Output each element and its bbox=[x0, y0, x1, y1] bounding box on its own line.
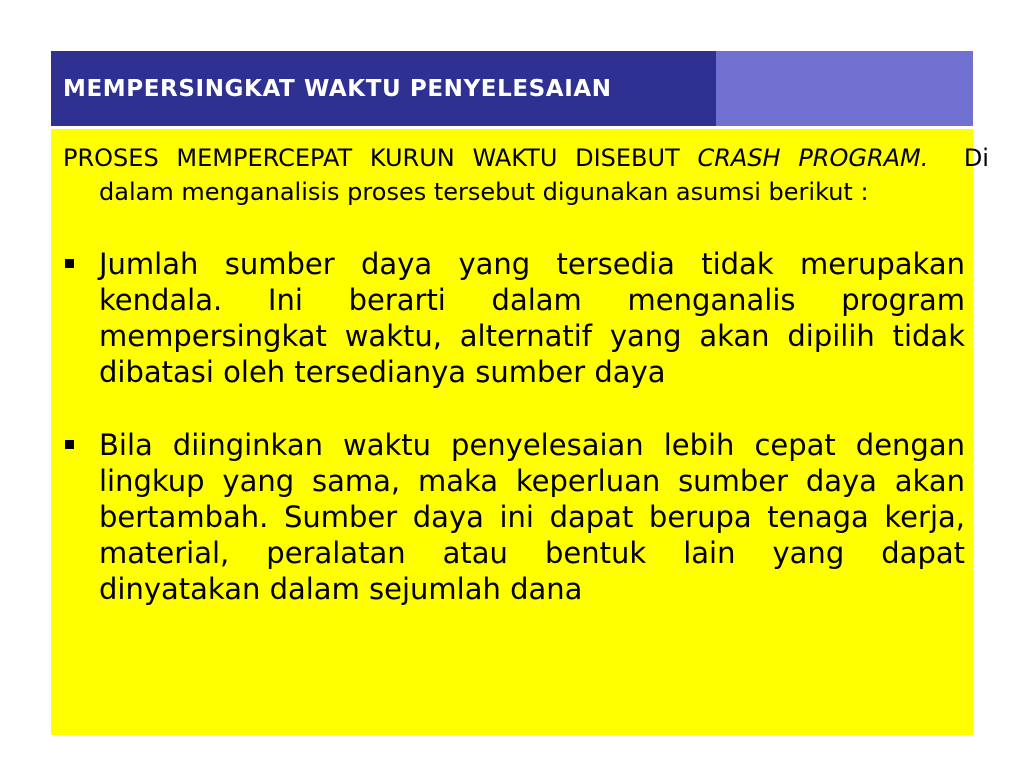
intro-text-part2: Di dalam menganalisis proses tersebut digunakan asumsi berikut : bbox=[99, 144, 989, 206]
bullet-item bbox=[63, 246, 965, 390]
square-bullet-icon bbox=[65, 440, 74, 449]
bullet-text: Jumlah sumber daya yang tersedia tidak merupakan kendala. Ini berarti dalam menganalis program mempersingkat waktu, alternatif yang akan dipilih tidak dibatasi oleh tersedianya sumber daya bbox=[99, 247, 965, 389]
title-accent-block bbox=[716, 51, 973, 126]
slide-title: MEMPERSINGKAT WAKTU PENYELESAIAN bbox=[63, 75, 612, 102]
content-panel bbox=[51, 129, 989, 735]
bullet-text: Bila diinginkan waktu penyelesaian lebih cepat dengan lingkup yang sama, maka keperluan sumber daya akan bertambah. Sumber daya ini dapat berupa tenaga kerja, material, peralatan atau bentuk lain yang dapat dinyatakan dalam sejumlah dana bbox=[99, 428, 965, 606]
title-bar bbox=[51, 51, 716, 126]
bullet-item bbox=[63, 427, 965, 607]
intro-text-part1: PROSES MEMPERCEPAT KURUN WAKTU DISEBUT bbox=[63, 144, 680, 172]
intro-emphasis: CRASH PROGRAM. bbox=[697, 144, 929, 172]
intro-paragraph bbox=[63, 141, 989, 209]
square-bullet-icon bbox=[65, 259, 74, 268]
